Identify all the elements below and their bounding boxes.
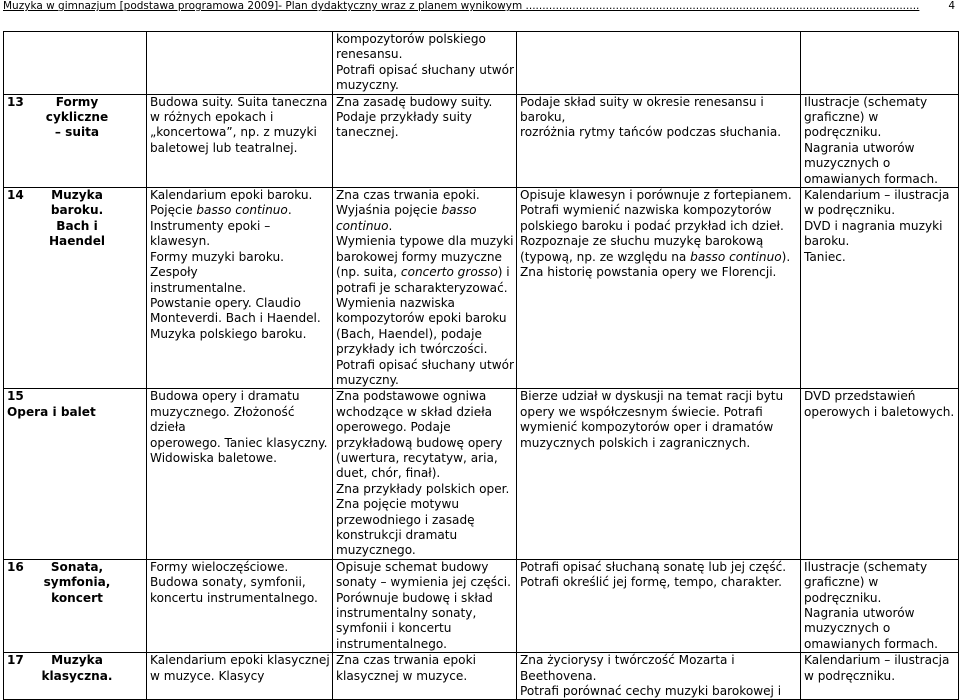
topic-cell bbox=[4, 94, 147, 187]
page-header bbox=[0, 0, 960, 14]
materials-cell: Kalendarium – ilustracja w podręczniku. DVD i nagrania muzyki baroku. Taniec. bbox=[801, 188, 959, 389]
lesson-title: Sonata, symfonia, koncert bbox=[43, 559, 111, 605]
requirements-cell: Potrafi opisać słuchaną sonatę lub jej część. Potrafi określić jej formę, tempo, charakter. bbox=[517, 559, 801, 652]
requirements-cell: Opisuje klawesyn i porównuje z fortepianem. Potrafi wymienić nazwiska kompozytorów polskiego baroku i podać przykład ich dzieł. Rozpoznaje ze słuchu muzykę barokową (typową, np. ze względu na basso continuo). Zna historię powstania opery we Florencji. bbox=[517, 188, 801, 389]
materials-cell: Kalendarium – ilustracja w podręczniku. bbox=[801, 653, 959, 700]
lesson-title: Opera i balet bbox=[7, 404, 96, 419]
topic-cell bbox=[4, 188, 147, 389]
table-row bbox=[4, 653, 959, 700]
operational-goals-cell: Zna czas trwania epoki. Wyjaśnia pojęcie basso continuo. Wymienia typowe dla muzyki barokowej formy muzyczne (np. suita, concerto grosso) i potrafi je scharakteryzować. Wymienia nazwiska kompozytorów epoki baroku (Bach, Haendel), podaje przykłady ich twórczości. Potrafi opisać słuchany utwór muzyczny. bbox=[333, 188, 517, 389]
lesson-title: Muzyka baroku. Bach i Haendel bbox=[48, 188, 106, 249]
materials-cell: Ilustracje (schematy graficzne) w podręczniku. Nagrania utworów muzycznych o omawianych formach. bbox=[801, 94, 959, 187]
table-row bbox=[4, 389, 959, 559]
content-cell: Budowa suity. Suita taneczna w różnych epokach i „koncertowa”, np. z muzyki baletowej lub teatralnej. bbox=[147, 94, 333, 187]
table-row bbox=[4, 188, 959, 389]
content-cell bbox=[147, 32, 333, 95]
requirements-cell bbox=[517, 32, 801, 95]
page-number: 4 bbox=[948, 0, 955, 12]
materials-cell: Ilustracje (schematy graficzne) w podręczniku. Nagrania utworów muzycznych o omawianych formach. bbox=[801, 559, 959, 652]
lesson-number: 14 bbox=[7, 188, 24, 203]
materials-cell bbox=[801, 32, 959, 95]
curriculum-table bbox=[3, 31, 959, 700]
topic-cell bbox=[4, 559, 147, 652]
content-cell: Kalendarium epoki klasycznej w muzyce. Klasycy bbox=[147, 653, 333, 700]
materials-cell: DVD przedstawień operowych i baletowych. bbox=[801, 389, 959, 559]
lesson-title: Muzyka klasyczna. bbox=[41, 653, 113, 683]
requirements-cell: Bierze udział w dyskusji na temat racji bytu opery we współczesnym świecie. Potrafi wymienić kompozytorów oper i dramatów muzycznych polskich i zagranicznych. bbox=[517, 389, 801, 559]
lesson-number: 13 bbox=[7, 94, 24, 109]
content-cell: Formy wieloczęściowe. Budowa sonaty, symfonii, koncertu instrumentalnego. bbox=[147, 559, 333, 652]
topic-cell bbox=[4, 32, 147, 95]
requirements-cell: Podaje skład suity w okresie renesansu i baroku, rozróżnia rytmy tańców podczas słuchania. bbox=[517, 94, 801, 187]
operational-goals-cell: Zna podstawowe ogniwa wchodzące w skład dzieła operowego. Podaje przykładową budowę opery (uwertura, recytatyw, aria, duet, chór, finał). Zna przykłady polskich oper. Zna pojęcie motywu przewodniego i zasadę konstrukcji dramatu muzycznego. bbox=[333, 389, 517, 559]
table-row bbox=[4, 32, 959, 95]
operational-goals-cell: Zna czas trwania epoki klasycznej w muzyce. bbox=[333, 653, 517, 700]
lesson-number: 16 bbox=[7, 559, 24, 574]
content-cell: Budowa opery i dramatu muzycznego. Złożoność dzieła operowego. Taniec klasyczny. Widowiska baletowe. bbox=[147, 389, 333, 559]
document-title: Muzyka w gimnazjum [podstawa programowa 2009]- Plan dydaktyczny wraz z planem wynikowym ...................................................................................................................... bbox=[3, 0, 920, 12]
operational-goals-cell: kompozytorów polskiego renesansu. Potrafi opisać słuchany utwór muzyczny. bbox=[333, 32, 517, 95]
lesson-number: 17 bbox=[7, 653, 24, 668]
topic-cell bbox=[4, 389, 147, 559]
content-cell: Kalendarium epoki baroku. Pojęcie basso continuo. Instrumenty epoki – klawesyn. Formy muzyki baroku. Zespoły instrumentalne. Powstanie opery. Claudio Monteverdi. Bach i Haendel. Muzyka polskiego baroku. bbox=[147, 188, 333, 389]
requirements-cell: Zna życiorysy i twórczość Mozarta i Beethovena. Potrafi porównać cechy muzyki barokowej i bbox=[517, 653, 801, 700]
lesson-title: Formy cykliczne – suita bbox=[45, 94, 109, 140]
operational-goals-cell: Zna zasadę budowy suity. Podaje przykłady suity tanecznej. bbox=[333, 94, 517, 187]
lesson-number: 15 bbox=[7, 389, 24, 404]
table-row bbox=[4, 94, 959, 187]
operational-goals-cell: Opisuje schemat budowy sonaty – wymienia jej części. Porównuje budowę i skład instrumentalny sonaty, symfonii i koncertu instrumentalnego. bbox=[333, 559, 517, 652]
table-row bbox=[4, 559, 959, 652]
topic-cell bbox=[4, 653, 147, 700]
